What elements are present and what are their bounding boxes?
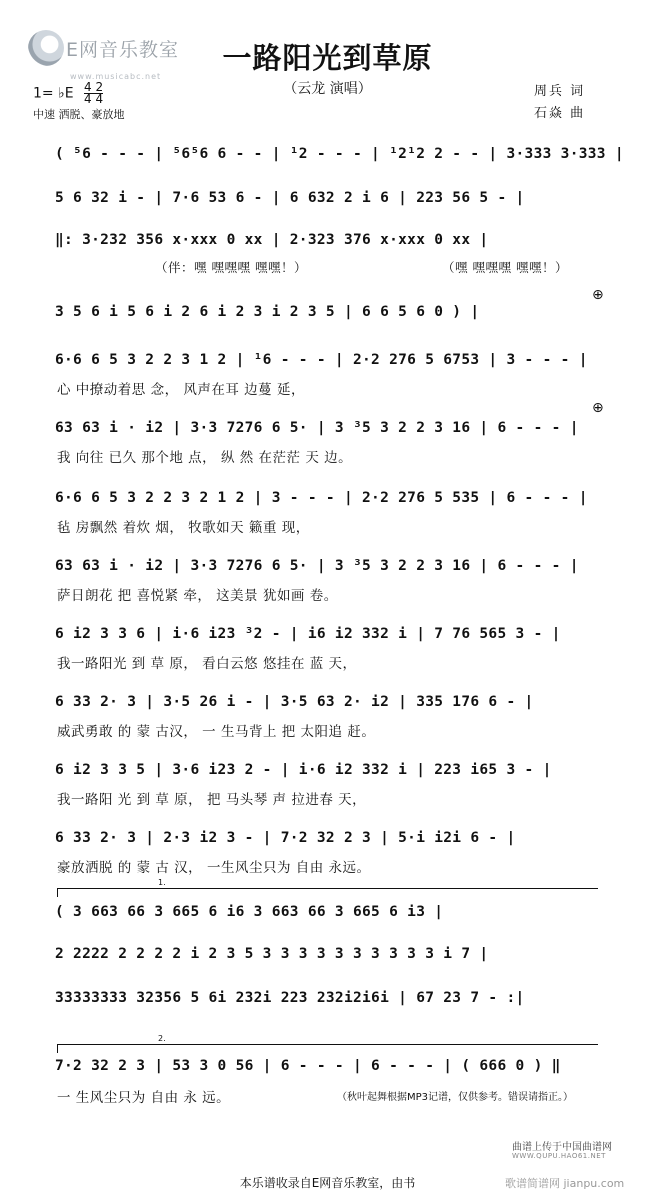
- lyricist: 周兵 词: [534, 84, 586, 99]
- score-line-15: 33333333 32356 5 6i 232i 223 232i2i6i | 67 23 7 - :|: [55, 990, 525, 1006]
- score-line-13: ( 3 663 66 3 665 6 i6 3 663 66 3 665 6 i3 |: [55, 904, 444, 920]
- score-line-2: 5 6 32 i - | 7·6 53 6 - | 6 632 2 i 6 | 223 56 5 - |: [55, 190, 525, 206]
- song-title: 一路阳光到草原: [222, 41, 433, 75]
- accompaniment-right: （嘿 嘿嘿嘿 嘿嘿！）: [442, 260, 568, 275]
- score-line-9: 6 i2 3 3 6 | i·6 i23 ³2 - | i6 i2 332 i | 7 76 565 3 - |: [55, 626, 561, 642]
- lyric-line-6: 威武勇敢 的 蒙 古汉， 一 生马背上 把 太阳追 赶。: [57, 724, 376, 740]
- lyric-line-2: 我 向往 已久 那个地 点， 纵 然 在茫茫 天 边。: [57, 450, 353, 466]
- tempo-marking: 中速 洒脱、豪放地: [33, 108, 125, 121]
- meter-bottom: 4 4: [84, 92, 104, 106]
- score-line-6: 63 63 i · i2 | 3·3 7276 6 5· | 3 ³5 3 2 2 3 16 | 6 - - - |: [55, 420, 579, 436]
- lyric-line-1: 心 中撩动着思 念， 风声在耳 边蔓 延，: [57, 382, 305, 398]
- footer-text: 本乐谱收录自E网音乐教室，由书: [239, 1176, 416, 1190]
- key-signature: [33, 82, 103, 105]
- score-line-7: 6·6 6 5 3 2 2 3 2 1 2 | 3 - - - | 2·2 276 5 535 | 6 - - - |: [55, 490, 588, 506]
- lyric-line-5: 我一路阳光 到 草 原， 看白云悠 悠挂在 蓝 天，: [57, 656, 357, 672]
- composer: 石焱 曲: [534, 106, 586, 121]
- score-line-16: 7·2 32 2 3 | 53 3 0 56 | 6 - - - | 6 - - - | ( 666 0 ) ‖: [55, 1058, 561, 1074]
- lyric-line-7: 我一路阳 光 到 草 原， 把 马头琴 声 拉进春 天，: [57, 792, 367, 808]
- coda-icon-2: ⊕: [592, 400, 604, 416]
- score-line-10: 6 33 2· 3 | 3·5 26 i - | 3·5 63 2· i2 | 335 176 6 - |: [55, 694, 534, 710]
- volta-1-label: 1.: [158, 878, 166, 887]
- time-signature: [84, 82, 103, 105]
- lyric-line-4: 萨日朗花 把 喜悦紧 牵， 这美景 犹如画 卷。: [57, 588, 338, 604]
- volta-2-label: 2.: [158, 1034, 166, 1043]
- score-line-3: ‖: 3·232 356 x·xxx 0 xx | 2·323 376 x·xxx 0 xx |: [55, 232, 489, 248]
- accompaniment-left: （伴：嘿 嘿嘿嘿 嘿嘿！）: [155, 260, 307, 275]
- watermark-uploader: 曲谱上传于中国曲谱网: [512, 1142, 612, 1153]
- end-note: （秋叶起舞根据MP3记谱，仅供参考。错误请指正。）: [337, 1092, 574, 1103]
- lyric-line-8: 豪放洒脱 的 蒙 古 汉， 一生风尘只为 自由 永远。: [57, 860, 371, 876]
- lyric-line-3: 毡 房飘然 着炊 烟， 牧歌如天 籁重 现，: [57, 520, 310, 536]
- score-line-8: 63 63 i · i2 | 3·3 7276 6 5· | 3 ³5 3 2 2 3 16 | 6 - - - |: [55, 558, 579, 574]
- watermark-site: 歌谱简谱网 jianpu.com: [505, 1177, 625, 1190]
- volta-2-bracket: [57, 1034, 598, 1053]
- score-line-14: 2 2222 2 2 2 2 i 2 3 5 3 3 3 3 3 3 3 3 3 3 i 7 |: [55, 946, 489, 962]
- song-subtitle: （云龙 演唱）: [283, 81, 372, 97]
- watermark-uploader-url: WWW.QUPU.HAO61.NET: [512, 1152, 606, 1160]
- score-line-12: 6 33 2· 3 | 2·3 i2 3 - | 7·2 32 2 3 | 5·i i2i 6 - |: [55, 830, 516, 846]
- coda-icon: ⊕: [592, 287, 604, 303]
- score-line-5: 6·6 6 5 3 2 2 3 1 2 | ¹6 - - - | 2·2 276 5 6753 | 3 - - - |: [55, 352, 588, 368]
- score-line-11: 6 i2 3 3 5 | 3·6 i23 2 - | i·6 i2 332 i | 223 i65 3 - |: [55, 762, 552, 778]
- lyric-line-9: 一 生风尘只为 自由 永 远。: [57, 1090, 231, 1106]
- meter-top: 4 2: [84, 80, 104, 94]
- score-line-4: 3 5 6 i 5 6 i 2 6 i 2 3 i 2 3 5 | 6 6 5 6 0 ) |: [55, 304, 480, 320]
- logo-text: E网音乐教室: [66, 39, 180, 61]
- score-line-1: ( ⁵6 - - - | ⁵6⁵6 6 - - | ¹2 - - - | ¹2¹2 2 - - | 3·333 3·333 |: [55, 146, 624, 162]
- volta-1-bracket: [57, 878, 598, 897]
- logo-url: www.musicabc.net: [70, 72, 162, 81]
- key-text: 1= ♭E: [33, 85, 74, 102]
